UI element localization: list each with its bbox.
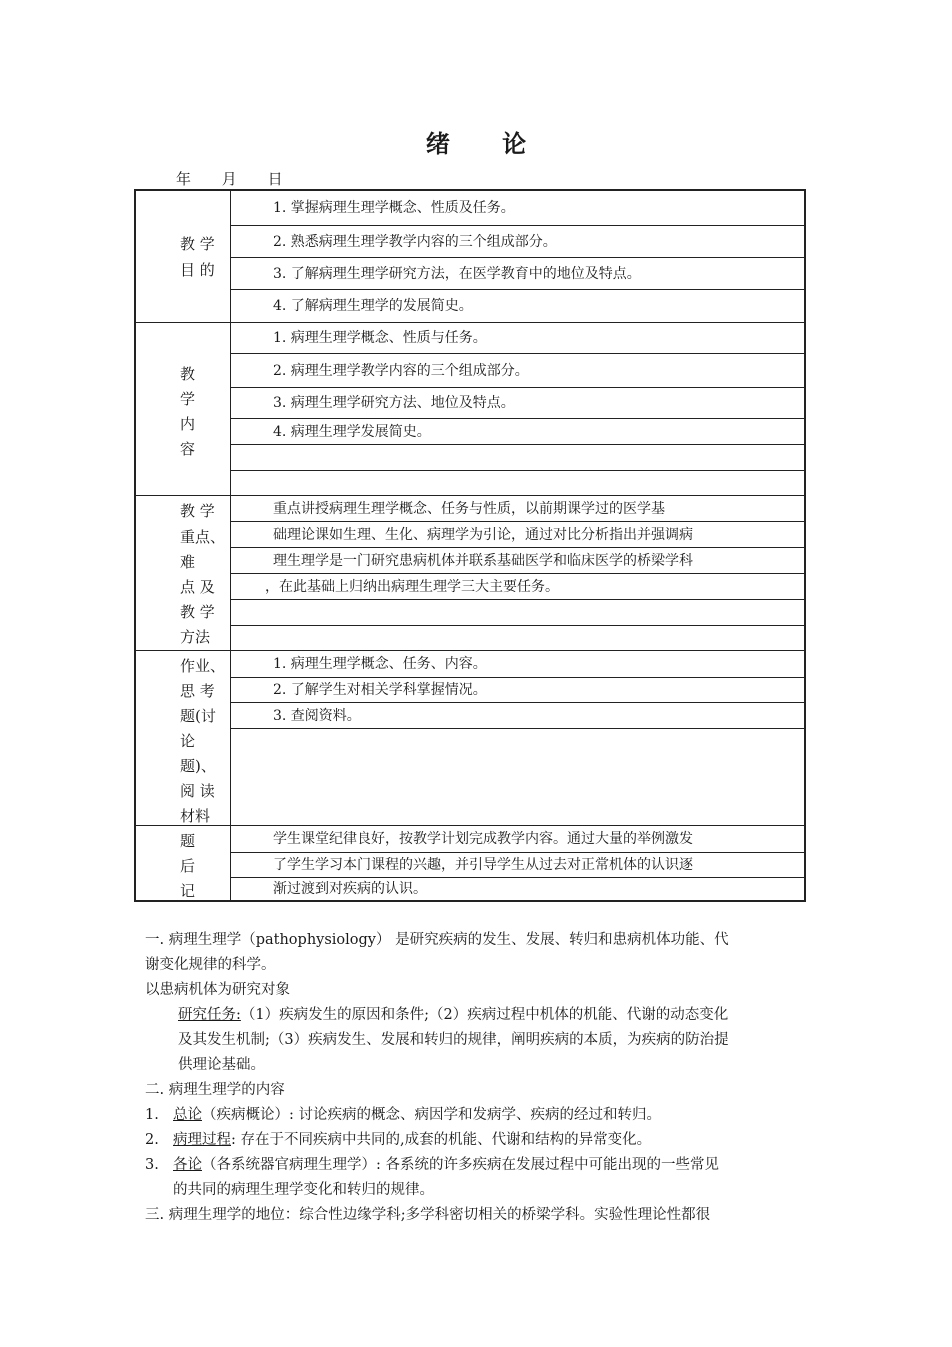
content-section [136,322,804,495]
objectives-item: 1. 掌握病理生理学概念、性质及任务。 [231,191,804,226]
list-item: 1. 总论（疾病概论）: 讨论疾病的概念、病因学和发病学、疾病的经过和转归。 [145,1107,661,1123]
key-points-empty-row [231,626,804,651]
homework-item: 2. 了解学生对相关学科掌握情况。 [231,678,804,703]
key-points-section [136,495,804,650]
content-item: 1. 病理生理学概念、性质与任务。 [231,323,804,354]
date-year: 年 [176,170,192,188]
paragraph: 谢变化规律的科学。 [145,957,276,973]
task-paragraph: 研究任务:（1）疾病发生的原因和条件;（2）疾病过程中机体的机能、代谢的动态变化 [178,1007,729,1023]
homework-item: 1. 病理生理学概念、任务、内容。 [231,651,804,678]
postscript-line: 了学生学习本门课程的兴趣，并引导学生从过去对正常机体的认识逐 [231,853,804,878]
body-text [145,928,815,1228]
date-day: 日 [267,170,283,188]
key-points-line: 础理论课如生理、生化、病理学为引论，通过对比分析指出并强调病 [231,522,804,548]
postscript-label: 题 后 记 [136,826,231,900]
content-item: 4. 病理生理学发展简史。 [231,419,804,445]
section-heading: 二. 病理生理学的内容 [145,1082,285,1098]
paragraph: 及其发生机制;（3）疾病发生、发展和转归的规律，阐明疾病的本质，为疾病的防治提 [178,1032,729,1048]
paragraph: 以患病机体为研究对象 [145,982,290,998]
homework-section [136,650,804,825]
objectives-item: 3. 了解病理生理学研究方法，在医学教育中的地位及特点。 [231,258,804,290]
key-points-label: 教 学 重点、 难 点 及 教 学 方法 [136,496,231,650]
section-heading: 三. 病理生理学的地位：综合性边缘学科;多学科密切相关的桥梁学科。实验性理论性都很 [145,1207,711,1223]
key-points-line: 重点讲授病理生理学概念、任务与性质，以前期课学过的医学基 [231,496,804,522]
page-title: 绪 论 [425,129,549,158]
key-points-line: ，在此基础上归纳出病理生理学三大主要任务。 [231,574,804,600]
homework-empty-area [231,729,804,826]
date-month: 月 [221,170,237,188]
homework-label: 作业、 思 考 题(讨 论 题)、 阅 读 材料 [136,651,231,825]
list-item: 2. 病理过程: 存在于不同疾病中共同的,成套的机能、代谢和结构的异常变化。 [145,1132,652,1148]
content-empty-row [231,445,804,471]
key-points-empty-row [231,600,804,626]
content-item: 3. 病理生理学研究方法、地位及特点。 [231,388,804,419]
content-item: 2. 病理生理学教学内容的三个组成部分。 [231,354,804,388]
task-label: 研究任务: [178,1007,241,1023]
postscript-line: 渐过渡到对疾病的认识。 [273,881,427,897]
date-line [176,168,309,189]
postscript-line: 学生课堂纪律良好，按教学计划完成教学内容。通过大量的举例激发 [231,826,804,853]
lesson-plan-table [134,189,806,902]
paragraph: 一. 病理生理学（pathophysiology） 是研究疾病的发生、发展、转归和患病机体功能、代 [145,932,729,948]
paragraph: 供理论基础。 [178,1057,265,1073]
objectives-label: 教 学 目 的 [136,191,231,322]
objectives-item: 2. 熟悉病理生理学教学内容的三个组成部分。 [231,226,804,258]
content-label: 教 学 内 容 [136,323,231,495]
content-empty-row [231,471,804,496]
paragraph: 的共同的病理生理学变化和转归的规律。 [173,1182,434,1198]
key-points-line: 理生理学是一门研究患病机体并联系基础医学和临床医学的桥梁学科 [231,548,804,574]
postscript-section [136,825,804,900]
objectives-item: 4. 了解病理生理学的发展简史。 [273,298,473,314]
objectives-section [136,191,804,322]
list-item: 3. 各论（各系统器官病理生理学）: 各系统的许多疾病在发展过程中可能出现的一些常见 [145,1157,719,1173]
homework-item: 3. 查阅资料。 [231,703,804,729]
